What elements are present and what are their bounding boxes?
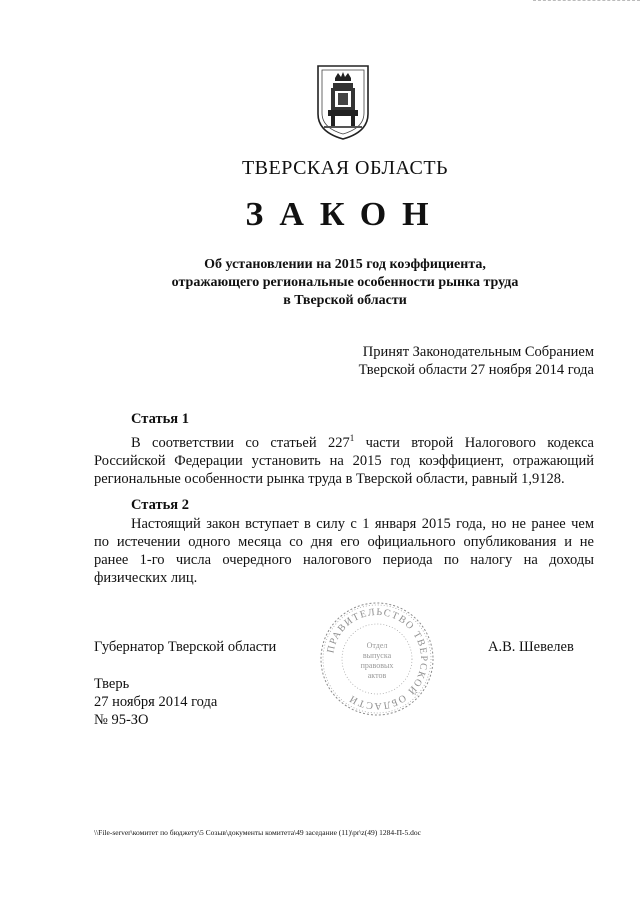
article-text-part: В соответствии со статьей 227	[131, 434, 350, 451]
place-date-number	[94, 675, 217, 729]
scan-edge-line	[533, 0, 640, 2]
article-line: ранее 1-го числа очередного налогового периода по налогу на доходы	[94, 552, 594, 568]
article-line	[94, 429, 594, 452]
place-city: Тверь	[94, 676, 130, 692]
superscript: 1	[349, 433, 355, 443]
stamp-center-line: выпуска	[362, 651, 392, 660]
adoption-note	[359, 343, 594, 379]
article-line: физических лиц.	[94, 570, 198, 586]
stamp-ring-text: ПРАВИТЕЛЬСТВО ТВЕРСКОЙ ОБЛАСТИ	[325, 606, 430, 712]
signatory-name: А.В. Шевелев	[488, 639, 574, 655]
subject-line: отражающего региональные особенности рынка труда	[171, 275, 519, 290]
official-round-stamp-icon	[318, 600, 436, 718]
article-text-part: части второй Налогового кодекса	[354, 434, 594, 451]
tver-coat-of-arms-icon	[315, 62, 371, 142]
article-1-heading: Статья 1	[131, 411, 189, 427]
article-2-text	[94, 515, 594, 587]
signatory-position: Губернатор Тверской области	[94, 639, 277, 655]
article-2-heading: Статья 2	[131, 497, 189, 513]
law-number: № 95-ЗО	[94, 712, 149, 728]
stamp-center-line: Отдел	[366, 641, 388, 650]
document-type-title: ЗАКОН	[245, 196, 445, 233]
stamp-center-line: актов	[367, 671, 387, 680]
subject-line: Об установлении на 2015 год коэффициента,	[204, 257, 486, 272]
stamp-center-line: правовых	[360, 661, 394, 670]
article-line: Настоящий закон вступает в силу с 1 января 2015 года, но не ранее чем	[131, 516, 594, 532]
article-1-text	[94, 429, 594, 488]
subject-line: в Тверской области	[283, 293, 407, 308]
article-line: Российской Федерации установить на 2015 год коэффициент, отражающий	[94, 452, 594, 469]
file-path-footer: \\File-server\комитет по бюджету\5 Созыв\документы комитета\49 заседание (11)\pr\z(49) 1284-П-5.doc	[94, 828, 421, 837]
adoption-line: Тверской области 27 ноября 2014 года	[358, 362, 594, 378]
law-subject	[0, 256, 640, 310]
article-line: по истечении одного месяца со дня его официального опубликования и не	[94, 534, 594, 550]
adoption-line: Принят Законодательным Собранием	[362, 344, 594, 360]
article-line: региональные особенности рынка труда в Тверской области, равный 1,9128.	[94, 470, 565, 487]
signing-date: 27 ноября 2014 года	[94, 694, 218, 710]
region-title: ТВЕРСКАЯ ОБЛАСТЬ	[241, 157, 449, 179]
